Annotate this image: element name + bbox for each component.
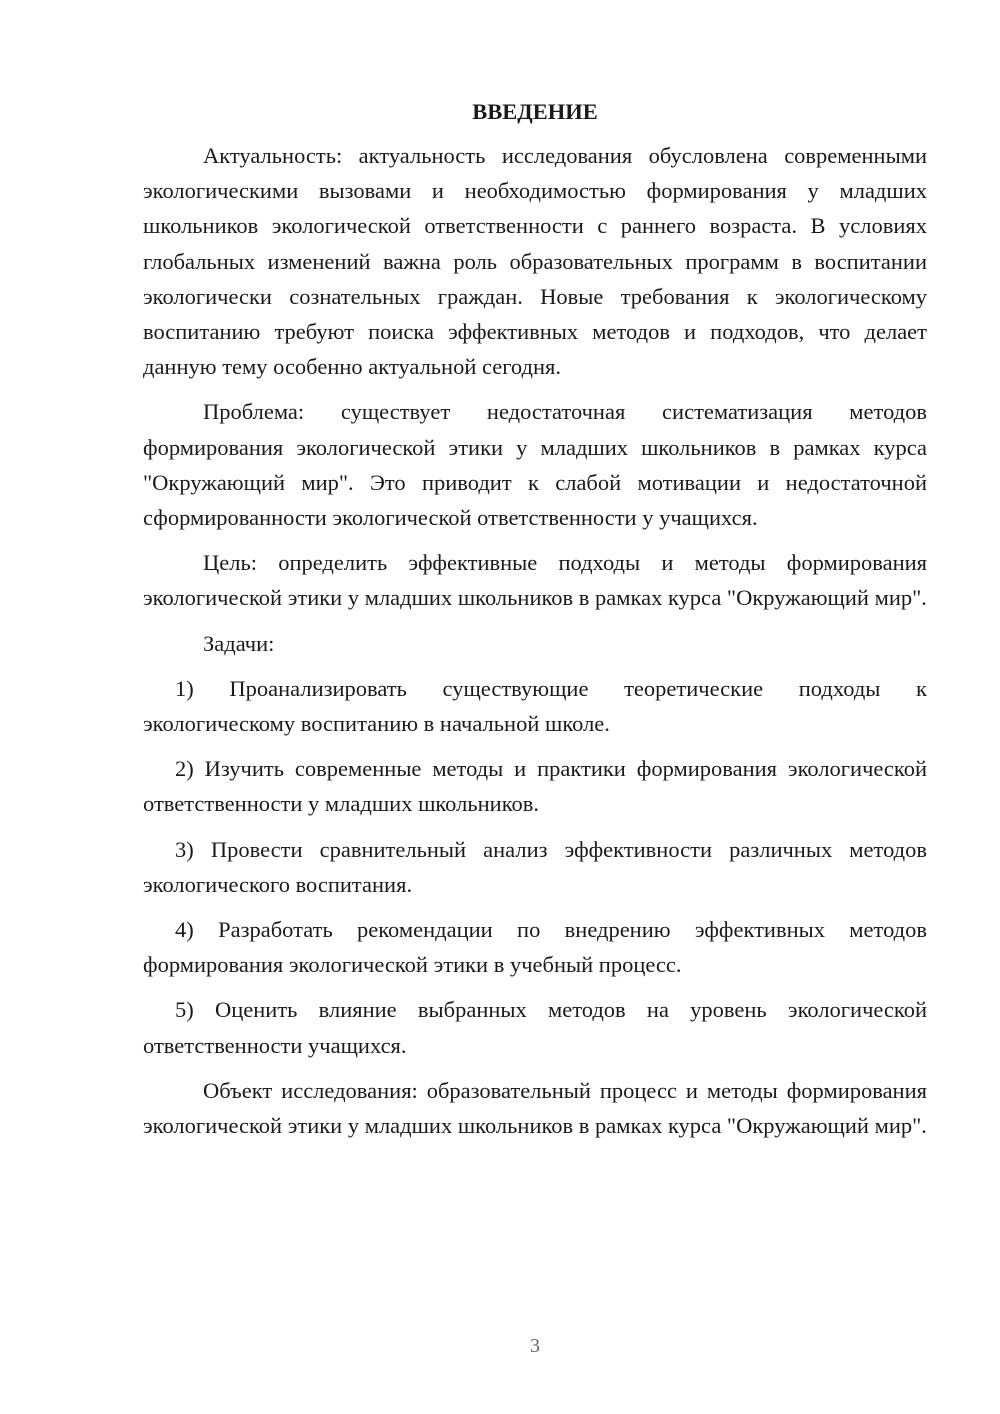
tasks-label: Задачи:: [203, 630, 275, 656]
task-item-4: 4) Разработать рекомендации по внедрению эффективных методов формирования экологической этики в учебный процесс.: [143, 917, 927, 978]
task-item-2: 2) Изучить современные методы и практики формирования экологической ответственности у младших школьников.: [143, 756, 927, 817]
object-paragraph: Объект исследования: образовательный процесс и методы формирования экологической этики у младших школьников в рамках курса "Окружающий мир".: [143, 1077, 927, 1139]
task-item-5: 5) Оценить влияние выбранных методов на уровень экологической ответственности учащихся.: [143, 997, 927, 1058]
page-content: [143, 96, 927, 1153]
section-heading: ВВЕДЕНИЕ: [472, 99, 598, 124]
relevance-paragraph: Актуальность: актуальность исследования обусловлена современными экологическими вызовами и необходимостью формирования у младших школьников экологической ответственности с раннего возраста. В условиях глобальных изменений важна роль образовательных программ в воспитании экологически сознательных граждан. Новые требования к экологическому воспитанию требуют поиска эффективных методов и подходов, что делает данную тему особенно актуальной сегодня.: [143, 143, 927, 380]
task-item-1: 1) Проанализировать существующие теоретические подходы к экологическому воспитанию в начальной школе.: [143, 675, 927, 737]
task-item-3: 3) Провести сравнительный анализ эффективности различных методов экологического воспитания.: [143, 836, 927, 897]
problem-paragraph: Проблема: существует недостаточная систематизация методов формирования экологической этики у младших школьников в рамках курса "Окружающий мир". Это приводит к слабой мотивации и недостаточной сформированности экологической ответственности у учащихся.: [143, 399, 927, 531]
page-number: 3: [530, 1335, 540, 1357]
goal-paragraph: Цель: определить эффективные подходы и методы формирования экологической этики у младших школьников в рамках курса "Окружающий мир".: [143, 550, 927, 611]
